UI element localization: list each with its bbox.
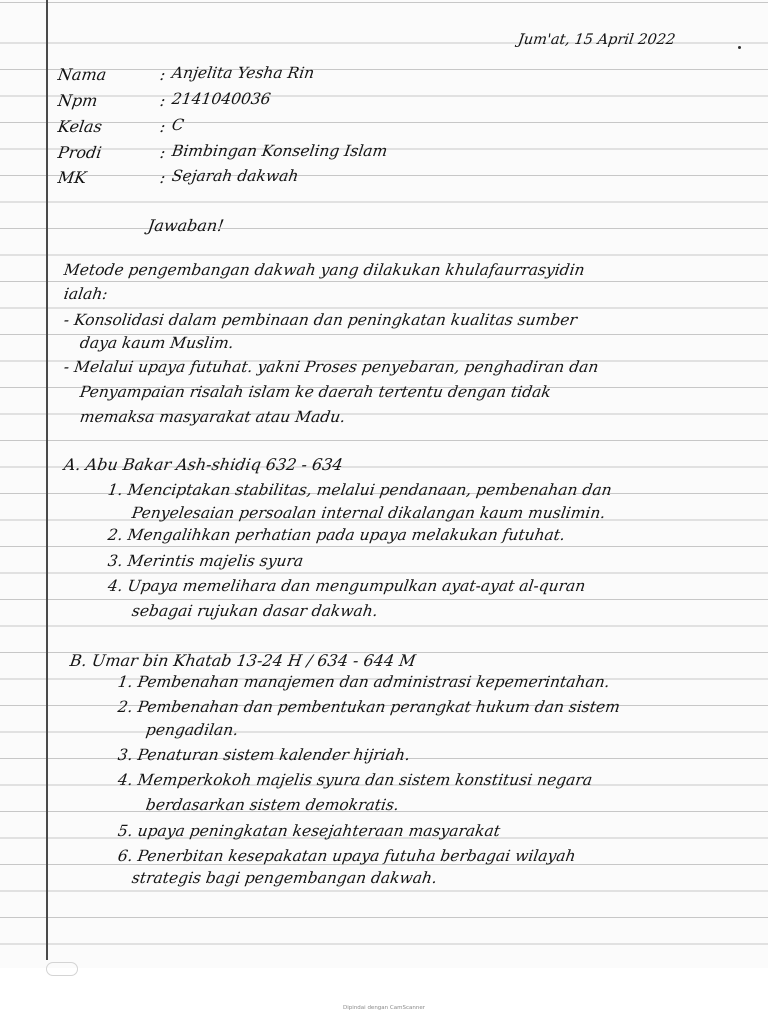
margin-line bbox=[46, 0, 48, 960]
identity-colon: : bbox=[158, 91, 167, 110]
intro-line: Penyampaian risalah islam ke daerah tertentu dengan tidak bbox=[78, 383, 553, 401]
ink-dot bbox=[738, 46, 741, 49]
section-a-item: 1. Menciptakan stabilitas, melalui pendanaan, pembenahan dan bbox=[106, 481, 613, 499]
section-b-item: 1. Pembenahan manajemen dan administrasi kepemerintahan. bbox=[116, 673, 611, 691]
binder-hole bbox=[46, 962, 78, 976]
identity-label-kelas: Kelas bbox=[56, 117, 104, 136]
identity-colon: : bbox=[158, 143, 167, 162]
section-a-item: sebagai rujukan dasar dakwah. bbox=[130, 602, 379, 620]
section-b-item: 5. upaya peningkatan kesejahteraan masyarakat bbox=[116, 822, 502, 840]
section-b-title: B. Umar bin Khatab 13-24 H / 634 - 644 M bbox=[68, 651, 417, 670]
identity-value-kelas: C bbox=[170, 116, 186, 134]
identity-colon: : bbox=[158, 65, 167, 84]
identity-label-prodi: Prodi bbox=[56, 143, 103, 162]
date-line: Jum'at, 15 April 2022 bbox=[516, 32, 677, 48]
section-b-item: berdasarkan sistem demokratis. bbox=[144, 796, 401, 814]
identity-value-prodi: Bimbingan Konseling Islam bbox=[170, 142, 389, 160]
section-b-item: pengadilan. bbox=[144, 721, 240, 739]
section-b-item: strategis bagi pengembangan dakwah. bbox=[130, 869, 439, 887]
identity-colon: : bbox=[158, 168, 167, 187]
section-b-item: 2. Pembenahan dan pembentukan perangkat hukum dan sistem bbox=[116, 698, 622, 716]
identity-value-npm: 2141040036 bbox=[170, 90, 272, 108]
identity-colon: : bbox=[158, 117, 167, 136]
section-b-item: 6. Penerbitan kesepakatan upaya futuha berbagai wilayah bbox=[116, 847, 577, 865]
scanner-watermark: Dipindai dengan CamScanner bbox=[343, 1005, 425, 1011]
intro-line: ialah: bbox=[62, 285, 109, 303]
answer-heading: Jawaban! bbox=[146, 216, 226, 235]
section-b-item: 4. Memperkokoh majelis syura dan sistem konstitusi negara bbox=[116, 771, 594, 789]
intro-line: - Melalui upaya futuhat. yakni Proses penyebaran, penghadiran dan bbox=[62, 358, 600, 376]
section-b-item: 3. Penaturan sistem kalender hijriah. bbox=[116, 746, 412, 764]
section-a-item: 3. Merintis majelis syura bbox=[106, 552, 305, 570]
section-a-item: 4. Upaya memelihara dan mengumpulkan ayat-ayat al-quran bbox=[106, 577, 587, 595]
intro-line: Metode pengembangan dakwah yang dilakukan khulafaurrasyidin bbox=[62, 261, 586, 279]
identity-label-npm: Npm bbox=[56, 91, 99, 110]
identity-value-mk: Sejarah dakwah bbox=[170, 167, 300, 185]
intro-line: memaksa masyarakat atau Madu. bbox=[78, 408, 347, 426]
section-a-item: Penyelesaian persoalan internal dikalangan kaum muslimin. bbox=[130, 504, 607, 522]
intro-line: - Konsolidasi dalam pembinaan dan peningkatan kualitas sumber bbox=[62, 311, 579, 329]
intro-line: daya kaum Muslim. bbox=[78, 334, 235, 352]
identity-value-nama: Anjelita Yesha Rin bbox=[170, 64, 316, 82]
identity-label-nama: Nama bbox=[56, 65, 108, 84]
section-a-item: 2. Mengalihkan perhatian pada upaya melakukan futuhat. bbox=[106, 526, 567, 544]
identity-label-mk: MK bbox=[56, 168, 88, 187]
section-a-title: A. Abu Bakar Ash-shidiq 632 - 634 bbox=[62, 455, 345, 474]
